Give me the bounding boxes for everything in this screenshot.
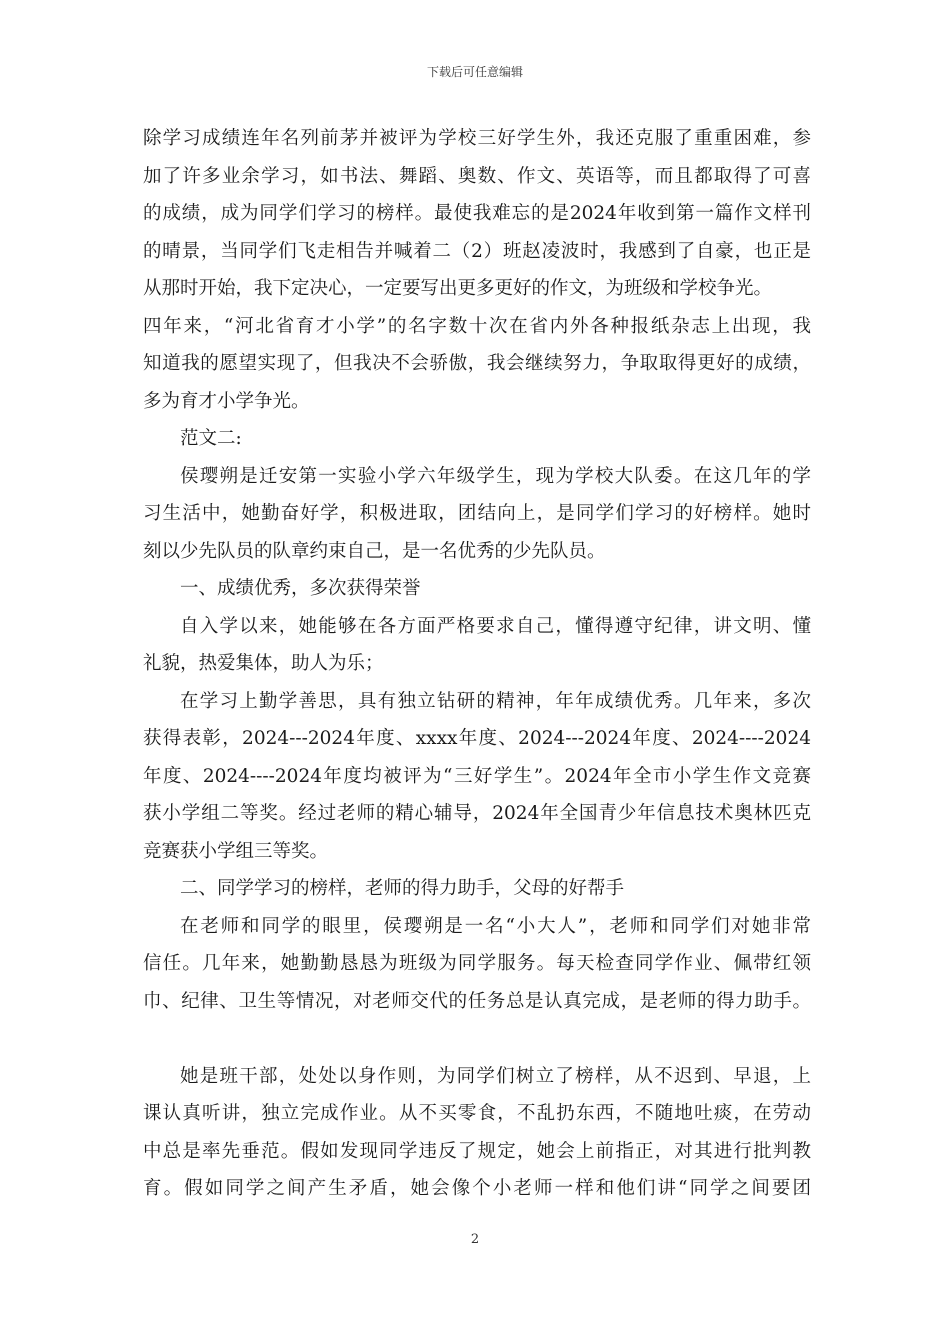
text-line: 知道我的愿望实现了，但我决不会骄傲，我会继续努力，争取取得更好的成绩， [143,353,811,374]
text-line: 在老师和同学的眼里，侯璎朔是一名“小大人”，老师和同学们对她非常 [180,915,811,937]
text-line: 侯璎朔是迁安第一实验小学六年级学生，现为学校大队委。在这几年的学 [180,465,811,487]
text-line: 信任。几年来，她勤勤恳恳为班级为同学服务。每天检查同学作业、佩带红领 [143,953,811,974]
text-line: 从那时开始，我下定决心，一定要写出更多更好的作文，为班级和学校争光。 [143,278,773,299]
text-line: 刻以少先队员的队章约束自己，是一名优秀的少先队员。 [143,540,606,562]
page-header: 下载后可任意编辑 [426,65,523,79]
text-line: 礼貌，热爱集体，助人为乐； [143,653,384,674]
text-line: 获小学组二等奖。经过老师的精心辅导，2024年全国青少年信息技术奥林匹克 [143,803,811,824]
text-line: 巾、纪律、卫生等情况，对老师交代的任务总是认真完成，是老师的得力助手。 [143,990,811,1012]
text-line: 加了许多业余学习，如书法、舞蹈、奥数、作文、英语等，而且都取得了可喜 [143,165,811,187]
text-line: 四年来，“河北省育才小学”的名字数十次在省内外各种报纸杂志上出现，我 [143,315,811,337]
text-line: 习生活中，她勤奋好学，积极进取，团结向上，是同学们学习的好榜样。她时 [143,503,811,524]
text-line: 课认真听讲，独立完成作业。从不买零食，不乱扔东西，不随地吐痰，在劳动 [143,1103,811,1124]
text-line: 竞赛获小学组三等奖。 [143,840,329,862]
text-line: 多为育才小学争光。 [143,390,310,412]
document-body [143,120,811,1208]
section-heading: 二、同学学习的榜样，老师的得力助手，父母的好帮手 [180,878,625,899]
text-line: 年度、2024----2024年度均被评为“三好学生”。2024年全市小学生作文竞赛 [143,765,811,787]
text-line: 她是班干部，处处以身作则，为同学们树立了榜样，从不迟到、早退，上 [180,1065,811,1087]
page-number: 2 [470,1232,480,1247]
text-line: 在学习上勤学善思，具有独立钻研的精神，年年成绩优秀。几年来，多次 [180,690,811,712]
text-line: 除学习成绩连年名列前茅并被评为学校三好学生外，我还克服了重重困难，参 [143,128,811,149]
text-line: 中总是率先垂范。假如发现同学违反了规定，她会上前指正，对其进行批判教 [143,1140,811,1162]
text-line: 育。假如同学之间产生矛盾，她会像个小老师一样和他们讲“同学之间要团 [143,1178,811,1199]
text-line: 自入学以来，她能够在各方面严格要求自己，懂得遵守纪律，讲文明、懂 [180,615,811,637]
text-line: 的成绩，成为同学们学习的榜样。最使我难忘的是2024年收到第一篇作文样刊 [143,203,811,224]
section-heading: 一、成绩优秀，多次获得荣誉 [180,578,421,599]
text-line: 的晴景，当同学们飞走相告并喊着二（2）班赵凌波时，我感到了自豪，也正是 [143,240,811,262]
section-heading: 范文二: [180,428,242,449]
blank-line [143,1020,811,1058]
text-line: 获得表彰，2024---2024年度、xxxx年度、2024---2024年度、2024----2024 [143,728,811,749]
